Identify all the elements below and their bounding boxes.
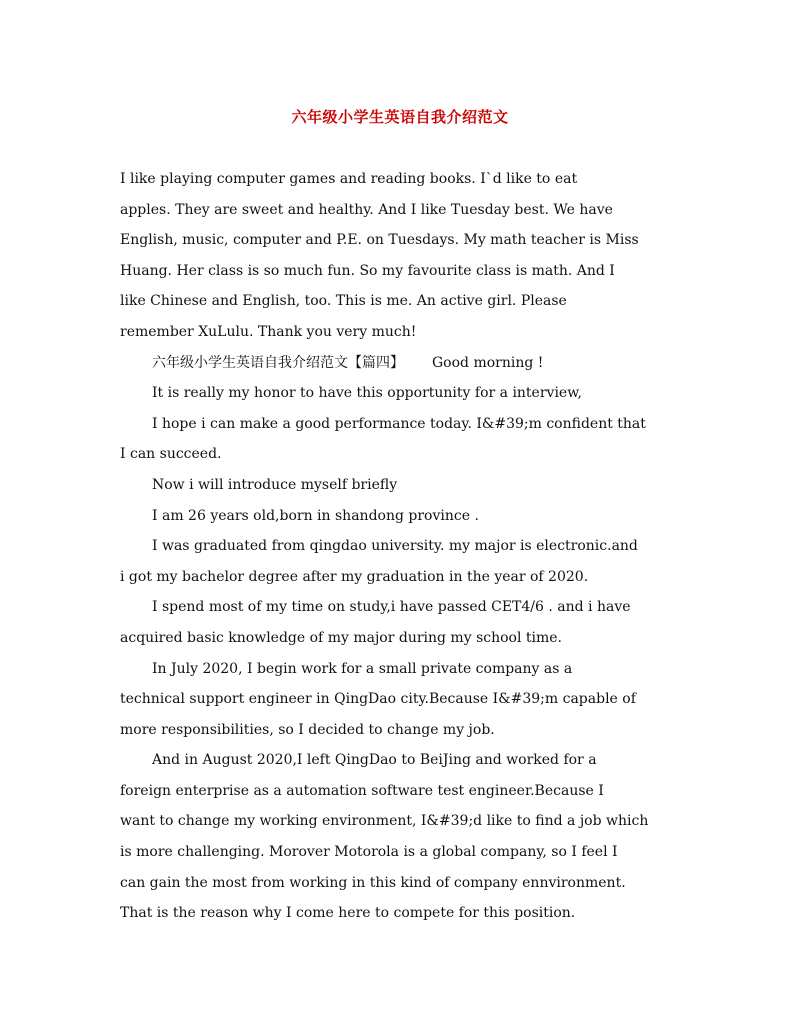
text-line: Huang. Her class is so much fun. So my favourite class is math. And I — [120, 262, 615, 279]
section-heading-paragraph — [120, 348, 680, 379]
text-line: more responsibilities, so I decided to change my job. — [120, 721, 495, 738]
text-line: Now i will introduce myself briefly — [152, 476, 398, 493]
text-line: acquired basic knowledge of my major during my school time. — [120, 629, 563, 646]
text-line: apples. They are sweet and healthy. And I like Tuesday best. We have — [120, 201, 613, 218]
document-body — [120, 164, 680, 929]
text-line: And in August 2020,I left QingDao to BeiJing and worked for a — [152, 752, 597, 769]
text-line: I am 26 years old,born in shandong province . — [152, 507, 479, 524]
paragraph — [120, 745, 680, 929]
text-line: I was graduated from qingdao university. my major is electronic.and — [152, 538, 638, 555]
text-line: That is the reason why I come here to compete for this position. — [120, 905, 576, 922]
text-line: It is really my honor to have this opportunity for a interview, — [152, 385, 582, 402]
text-line: like Chinese and English, too. This is me. An active girl. Please — [120, 293, 567, 310]
text-line: is more challenging. Morover Motorola is a global company, so I feel I — [120, 844, 618, 861]
paragraph — [120, 409, 680, 470]
paragraph — [120, 164, 680, 348]
greeting: Good morning ! — [432, 354, 544, 371]
paragraph — [120, 501, 680, 532]
text-line: I spend most of my time on study,i have passed CET4/6 . and i have — [152, 599, 631, 616]
text-line: I like playing computer games and reading books. I`d like to eat — [120, 171, 578, 187]
text-line: foreign enterprise as a automation software test engineer.Because I — [120, 782, 604, 799]
paragraph — [120, 378, 680, 409]
paragraph — [120, 531, 680, 592]
text-line: remember XuLulu. Thank you very much! — [120, 323, 417, 340]
text-line: want to change my working environment, I&#39;d like to find a job which — [120, 813, 649, 830]
text-line: In July 2020, I begin work for a small private company as a — [152, 660, 573, 677]
paragraph — [120, 470, 680, 501]
paragraph — [120, 654, 680, 746]
document-title: 六年级小学生英语自我介绍范文 — [291, 108, 509, 126]
paragraph — [120, 592, 680, 653]
text-line: i got my bachelor degree after my graduation in the year of 2020. — [120, 568, 589, 585]
text-line: can gain the most from working in this kind of company ennvironment. — [120, 874, 626, 891]
section-heading: 六年级小学生英语自我介绍范文【篇四】 — [152, 354, 404, 371]
text-line: English, music, computer and P.E. on Tuesdays. My math teacher is Miss — [120, 232, 639, 249]
text-line: technical support engineer in QingDao city.Because I&#39;m capable of — [120, 691, 636, 708]
text-line: I can succeed. — [120, 446, 222, 463]
heading-line — [152, 348, 680, 379]
text-line: I hope i can make a good performance today. I&#39;m confident that — [152, 415, 646, 432]
